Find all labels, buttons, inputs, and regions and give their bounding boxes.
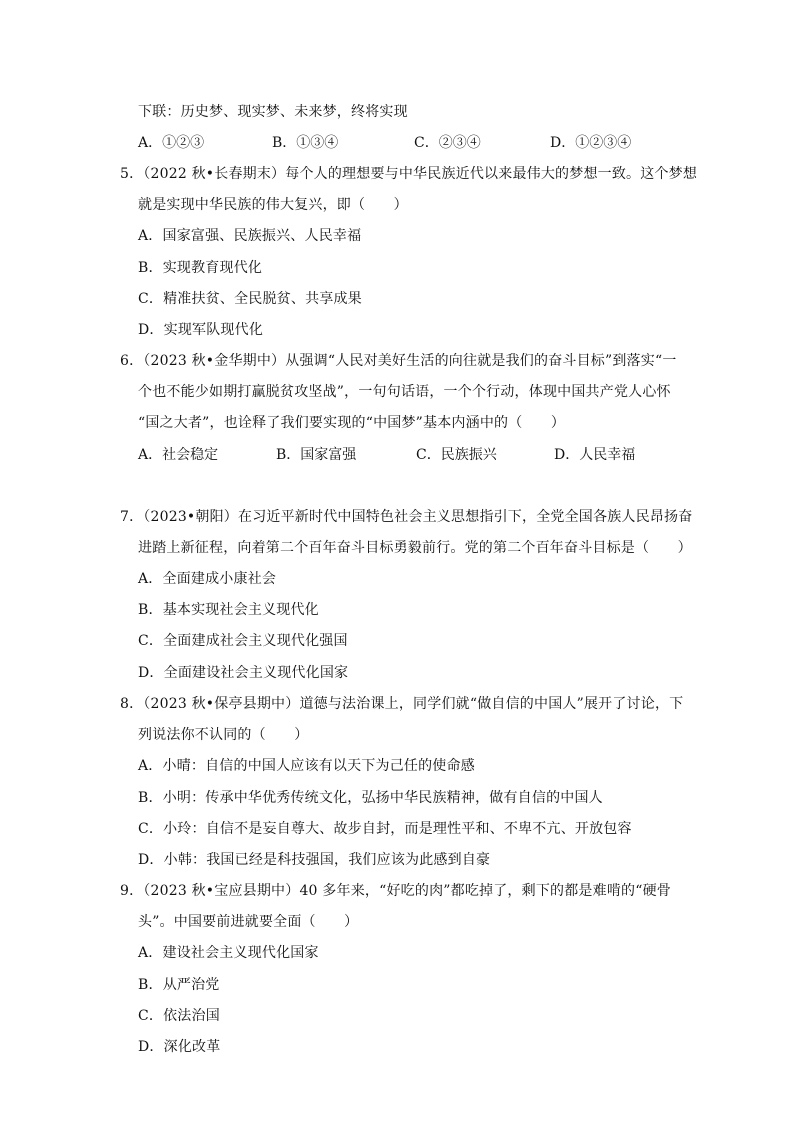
question-7-option-c: C．全面建成社会主义现代化强国 <box>138 633 348 649</box>
question-5-option-b: B．实现教育现代化 <box>138 260 263 276</box>
question-6-line-1: 6．（2023 秋•金华期中）从强调“人民对美好生活的向往就是我们的奋斗目标”到落实“一 <box>120 353 677 369</box>
question-5-option-d: D．实现军队现代化 <box>138 322 264 338</box>
question-6-option-c: C．民族振兴 <box>416 447 497 463</box>
question-7-line-2: 进踏上新征程，向着第二个百年奋斗目标勇毅前行。党的第二个百年奋斗目标是（ ） <box>138 540 692 556</box>
question-6-option-d: D．人民幸福 <box>554 447 636 463</box>
question-9-line-1: 9．（2023 秋•宝应县期中）40 多年来，“好吃的肉”都吃掉了，剩下的都是难啃的“硬骨 <box>120 883 671 899</box>
question-9-option-a: A．建设社会主义现代化国家 <box>138 945 319 961</box>
question-5-option-c: C．精准扶贫、全民脱贫、共享成果 <box>138 291 362 307</box>
question-6-option-b: B．国家富强 <box>276 447 357 463</box>
question-7-option-d: D．全面建设社会主义现代化国家 <box>138 665 349 681</box>
option-b: B．①③④ <box>272 135 339 151</box>
question-6-line-2: 个也不能少如期打赢脱贫攻坚战”，一句句话语，一个个行动，体现中国共产党人心怀 <box>138 384 671 400</box>
option-c: C．②③④ <box>414 135 481 151</box>
intro-text: 下联：历史梦、现实梦、未来梦，终将实现 <box>138 104 408 120</box>
question-8-option-c: C．小玲：自信不是妄自尊大、故步自封，而是理性平和、不卑不亢、开放包容 <box>138 821 632 837</box>
question-5-line-2: 就是实现中华民族的伟大复兴，即（ ） <box>138 197 408 213</box>
option-a: A．①②③ <box>138 135 205 151</box>
option-d: D．①②③④ <box>550 135 632 151</box>
question-9-option-c: C．依法治国 <box>138 1008 220 1024</box>
question-7-option-a: A．全面建成小康社会 <box>138 571 277 587</box>
question-8-line-2: 列说法你不认同的（ ） <box>138 727 309 743</box>
question-9-line-2: 头”。中国要前进就要全面（ ） <box>138 914 359 930</box>
intro-options <box>138 134 698 152</box>
question-6-line-3: “国之大者”，也诠释了我们要实现的“中国梦”基本内涵中的（ ） <box>138 415 566 431</box>
question-8-option-b: B．小明：传承中华优秀传统文化，弘扬中华民族精神，做有自信的中国人 <box>138 790 603 806</box>
question-8-option-a: A．小晴：自信的中国人应该有以天下为己任的使命感 <box>138 758 475 774</box>
question-8-option-d: D．小韩：我国已经是科技强国，我们应该为此感到自豪 <box>138 852 491 868</box>
question-9-option-d: D．深化改革 <box>138 1039 221 1055</box>
question-7-line-1: 7．（2023•朝阳）在习近平新时代中国特色社会主义思想指引下，全党全国各族人民昂扬奋 <box>120 509 693 525</box>
question-5-line-1: 5．（2022 秋•长春期末）每个人的理想要与中华民族近代以来最伟大的梦想一致。这个梦想 <box>120 166 698 182</box>
question-6-option-a: A．社会稳定 <box>138 447 219 463</box>
question-8-line-1: 8．（2023 秋•保亭县期中）道德与法治课上，同学们就“做自信的中国人”展开了讨论，下 <box>120 696 684 712</box>
question-6-options <box>138 446 698 464</box>
question-7-option-b: B．基本实现社会主义现代化 <box>138 602 319 618</box>
question-5-option-a: A．国家富强、民族振兴、人民幸福 <box>138 228 362 244</box>
question-9-option-b: B．从严治党 <box>138 977 220 993</box>
